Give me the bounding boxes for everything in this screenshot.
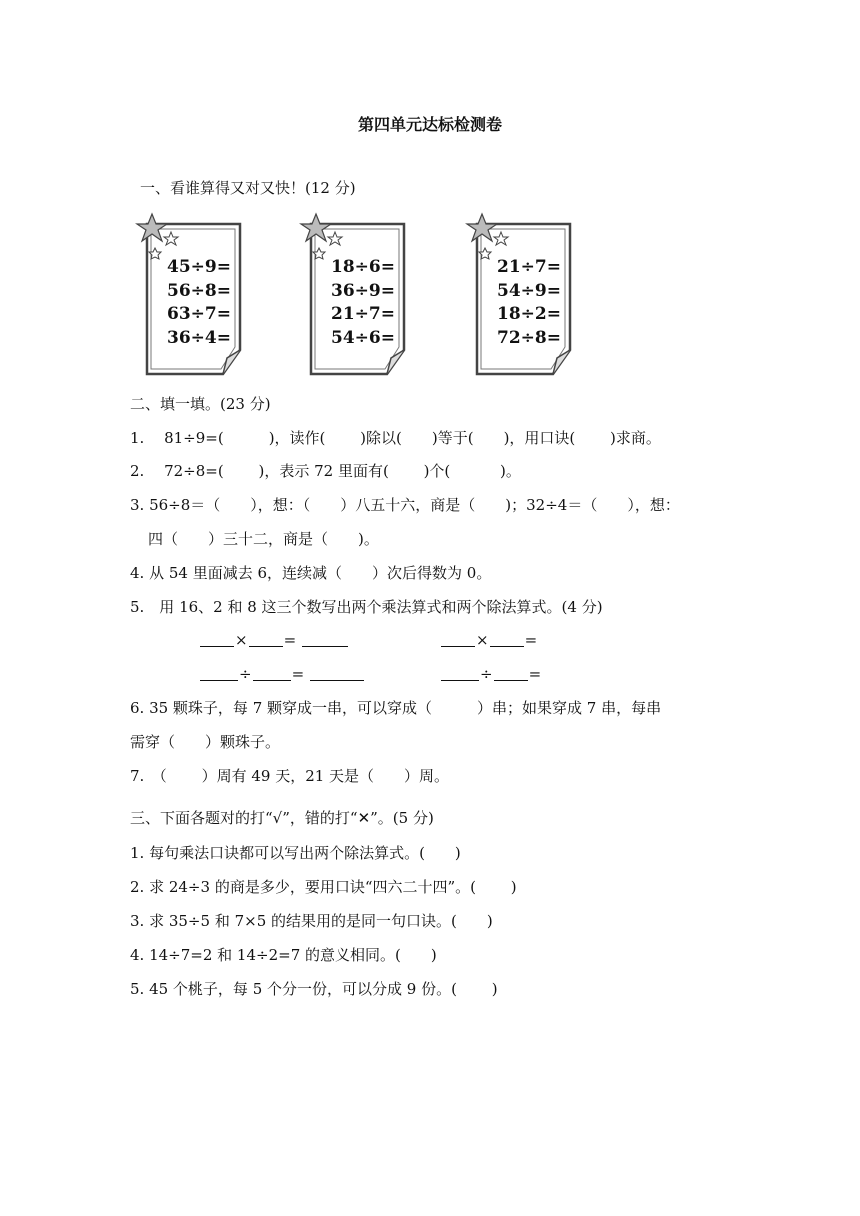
- judge-item-3: 3. 求 35÷5 和 7×5 的结果用的是同一句口诀。( ): [130, 912, 493, 930]
- equation: 18÷2=: [497, 304, 561, 324]
- judge-item-2: 2. 求 24÷3 的商是多少，要用口诀“四六二十四”。( ): [130, 878, 517, 896]
- question-3-line-2: 四（ ）三十二，商是（ )。: [148, 530, 379, 548]
- question-6-line-2: 需穿（ ）颗珠子。: [130, 733, 281, 751]
- division-blank-1: ÷ =: [200, 664, 364, 684]
- question-2: 2. 72÷8=( )，表示 72 里面有( )个( )。: [130, 462, 521, 480]
- equation: 45÷9=: [167, 257, 231, 277]
- equation-card-1: [133, 212, 268, 380]
- multiplication-blank-2: × =: [441, 630, 538, 650]
- question-6-line-1: 6. 35 颗珠子，每 7 颗穿成一串，可以穿成（ ）串；如果穿成 7 串，每串: [130, 699, 662, 717]
- judge-item-5: 5. 45 个桃子，每 5 个分一份，可以分成 9 份。( ): [130, 980, 498, 998]
- equation: 21÷7=: [497, 257, 561, 277]
- equation: 63÷7=: [167, 304, 231, 324]
- equation-card-2: [297, 212, 432, 380]
- multiplication-blank-1: × =: [200, 630, 348, 650]
- equation: 54÷9=: [497, 280, 561, 301]
- question-5: 5. 用 16、2 和 8 这三个数写出两个乘法算式和两个除法算式。(4 分): [130, 598, 603, 616]
- division-blank-2: ÷ =: [441, 664, 542, 684]
- section3-heading: 三、下面各题对的打“√”，错的打“✕”。(5 分): [130, 809, 434, 827]
- equation: 18÷6=: [331, 257, 395, 277]
- equation: 54÷6=: [331, 327, 395, 348]
- section2-heading: 二、填一填。(23 分): [130, 395, 271, 413]
- judge-item-4: 4. 14÷7=2 和 14÷2=7 的意义相同。( ): [130, 946, 437, 964]
- equation: 72÷8=: [497, 327, 561, 348]
- equation: 36÷4=: [167, 327, 231, 348]
- equation: 36÷9=: [331, 280, 395, 301]
- page-title: 第四单元达标检测卷: [357, 115, 502, 134]
- question-3-line-1: 3. 56÷8＝（ ），想：（ ）八五十六，商是（ )；32÷4＝（ ），想：: [130, 496, 680, 514]
- equation: 56÷8=: [167, 280, 231, 301]
- question-7: 7. （ ）周有 49 天，21 天是（ ）周。: [130, 767, 450, 785]
- section1-heading: 一、看谁算得又对又快！(12 分): [140, 179, 356, 197]
- equation-card-3: [463, 212, 598, 380]
- question-4: 4. 从 54 里面减去 6，连续减（ ）次后得数为 0。: [130, 564, 492, 582]
- equation: 21÷7=: [331, 304, 395, 324]
- question-1: 1. 81÷9=( )，读作( )除以( )等于( )，用口诀( )求商。: [130, 429, 661, 447]
- judge-item-1: 1. 每句乘法口诀都可以写出两个除法算式。( ): [130, 844, 461, 862]
